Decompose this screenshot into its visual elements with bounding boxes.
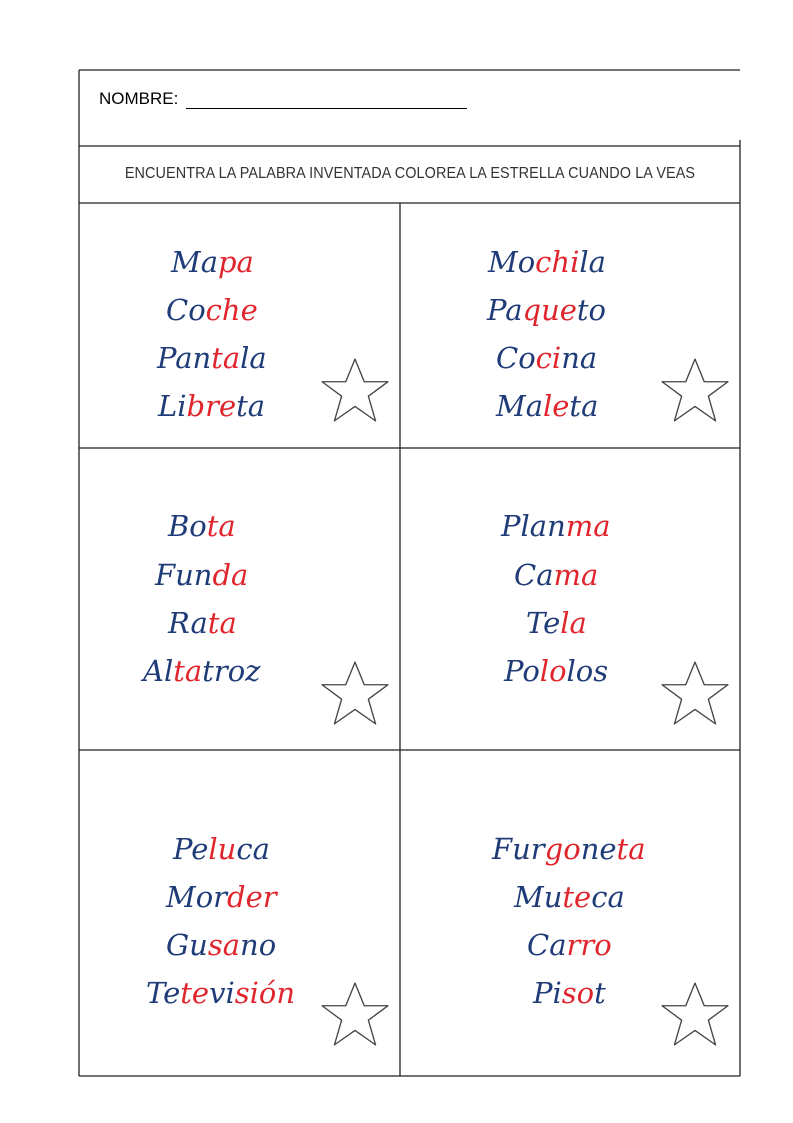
- syllable: Fur: [492, 832, 545, 866]
- word-1-3: [157, 341, 267, 375]
- word-2-3: [496, 341, 598, 375]
- word-3-2: [155, 558, 249, 592]
- syllable: chi: [535, 245, 580, 279]
- syllable: Pe: [173, 832, 209, 866]
- syllable: Ma: [496, 389, 543, 423]
- syllable: ta: [211, 341, 241, 375]
- syllable: Po: [504, 654, 540, 688]
- syllable: Li: [158, 389, 187, 423]
- syllable: lo: [539, 654, 567, 688]
- syllable: ta: [206, 509, 236, 543]
- word-3-1: [168, 509, 236, 543]
- syllable: Ra: [168, 606, 208, 640]
- syllable: Te: [526, 606, 561, 640]
- syllable: da: [212, 558, 249, 592]
- word-6-1: [492, 832, 646, 866]
- word-5-1: [173, 832, 270, 866]
- syllable: ma: [565, 509, 611, 543]
- syllable: che: [205, 293, 258, 327]
- syllable: Co: [496, 341, 536, 375]
- syllable: vi: [209, 976, 235, 1010]
- word-3-4: [143, 654, 261, 688]
- word-3-3: [168, 606, 237, 640]
- syllable: Bo: [168, 509, 207, 543]
- word-4-4: [504, 654, 609, 688]
- syllable: Mor: [166, 880, 228, 914]
- word-4-1: [501, 509, 611, 543]
- syllable: ne: [580, 832, 617, 866]
- syllable: go: [544, 832, 581, 866]
- star-outline-icon[interactable]: [320, 660, 390, 726]
- syllable: no: [240, 928, 277, 962]
- syllable: Mo: [488, 245, 536, 279]
- syllable: ma: [553, 558, 599, 592]
- syllable: Te: [146, 976, 181, 1010]
- star-outline-icon[interactable]: [660, 357, 730, 423]
- syllable: bre: [186, 389, 237, 423]
- word-5-2: [166, 880, 277, 914]
- syllable: troz: [202, 654, 261, 688]
- syllable: na: [561, 341, 598, 375]
- syllable: ca: [591, 880, 625, 914]
- syllable: ta: [569, 389, 599, 423]
- word-1-1: [171, 245, 254, 279]
- syllable: te: [180, 976, 210, 1010]
- syllable: ta: [207, 606, 237, 640]
- word-6-4: [533, 976, 606, 1010]
- syllable: Pa: [487, 293, 523, 327]
- syllable: Co: [166, 293, 206, 327]
- word-2-1: [488, 245, 606, 279]
- syllable: to: [576, 293, 607, 327]
- word-6-2: [514, 880, 625, 914]
- syllable: sión: [234, 976, 296, 1010]
- syllable: Mu: [514, 880, 563, 914]
- syllable: le: [542, 389, 570, 423]
- syllable: ta: [616, 832, 646, 866]
- word-4-3: [526, 606, 587, 640]
- star-outline-icon[interactable]: [320, 981, 390, 1047]
- syllable: Pi: [533, 976, 562, 1010]
- syllable: Fun: [155, 558, 213, 592]
- syllable: ca: [236, 832, 270, 866]
- word-2-2: [487, 293, 607, 327]
- syllable: Ca: [527, 928, 567, 962]
- syllable: Pan: [157, 341, 212, 375]
- syllable: que: [522, 293, 577, 327]
- word-5-3: [166, 928, 277, 962]
- syllable: Plan: [501, 509, 566, 543]
- syllable: los: [566, 654, 609, 688]
- word-1-2: [166, 293, 258, 327]
- syllable: der: [227, 880, 277, 914]
- syllable: pa: [217, 245, 254, 279]
- syllable: Al: [143, 654, 174, 688]
- word-2-4: [496, 389, 599, 423]
- syllable: rro: [566, 928, 612, 962]
- syllable: Ca: [514, 558, 554, 592]
- name-input-line[interactable]: [186, 108, 467, 109]
- syllable: Gu: [166, 928, 208, 962]
- syllable: t: [594, 976, 606, 1010]
- syllable: te: [562, 880, 592, 914]
- star-outline-icon[interactable]: [660, 981, 730, 1047]
- syllable: la: [560, 606, 587, 640]
- syllable: lu: [208, 832, 237, 866]
- word-1-4: [158, 389, 266, 423]
- syllable: la: [579, 245, 606, 279]
- star-outline-icon[interactable]: [660, 660, 730, 726]
- name-label: NOMBRE:: [99, 89, 179, 108]
- word-5-4: [146, 976, 296, 1010]
- word-6-3: [527, 928, 612, 962]
- syllable: so: [561, 976, 595, 1010]
- syllable: Ma: [171, 245, 218, 279]
- word-4-2: [514, 558, 599, 592]
- syllable: sa: [207, 928, 241, 962]
- star-outline-icon[interactable]: [320, 357, 390, 423]
- syllable: la: [240, 341, 267, 375]
- instruction-text: ENCUENTRA LA PALABRA INVENTADA COLOREA LA ESTRELLA CUANDO LA VEAS: [124, 165, 696, 182]
- syllable: ta: [236, 389, 266, 423]
- syllable: ci: [535, 341, 562, 375]
- syllable: ta: [173, 654, 203, 688]
